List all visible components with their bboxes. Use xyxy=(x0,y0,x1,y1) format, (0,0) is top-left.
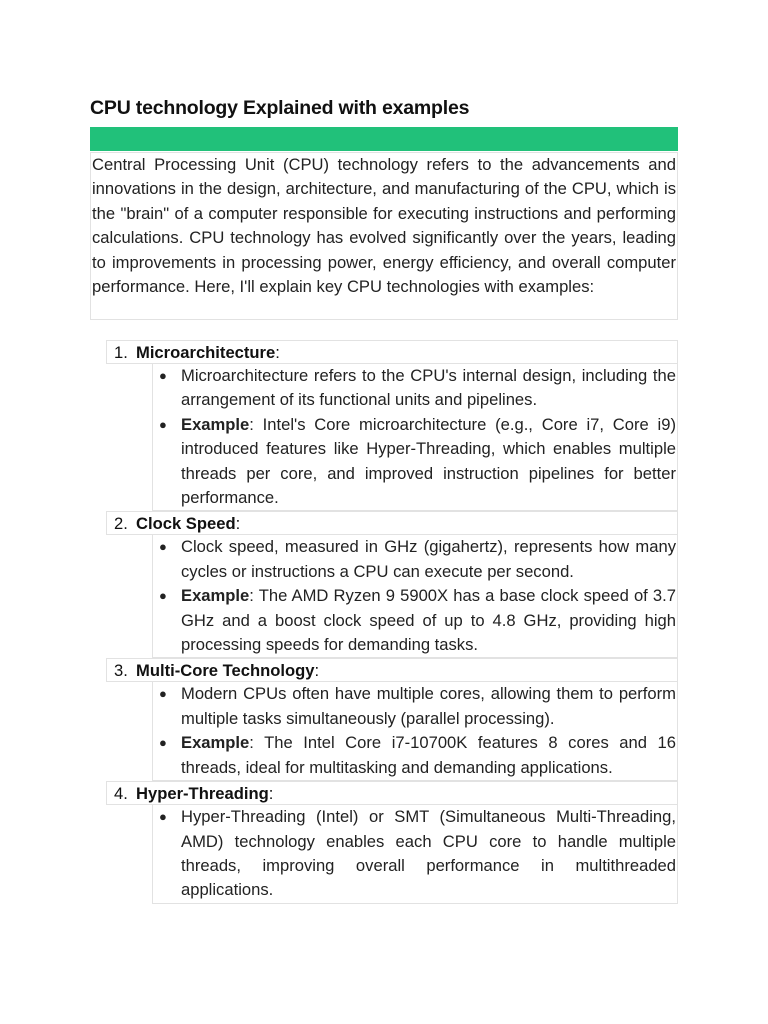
intro-paragraph: Central Processing Unit (CPU) technology refers to the advancements and innovations in the design, architecture, and manufacturing of the CPU, which is the "brain" of a computer responsible for executing instructions and performing calculations. CPU technology has evolved significantly over the years, leading to improvements in processing power, energy efficiency, and overall computer performance. Here, I'll explain key CPU technologies with examples: xyxy=(90,152,678,320)
list-item xyxy=(159,535,677,584)
section-header xyxy=(106,658,678,682)
section-colon: : xyxy=(235,514,241,534)
bullet-list xyxy=(152,805,678,904)
bullet-icon: ● xyxy=(159,588,167,604)
section-multi-core xyxy=(106,658,678,781)
section-number: 2. xyxy=(114,514,128,534)
bullet-icon: ● xyxy=(159,809,167,825)
bullet-icon: ● xyxy=(159,368,167,383)
example-label: Example xyxy=(181,414,250,434)
section-microarchitecture xyxy=(106,340,678,511)
bullet-list xyxy=(152,535,678,658)
bullet-list xyxy=(152,364,678,511)
example-label: Example xyxy=(181,733,250,753)
page-title: CPU technology Explained with examples xyxy=(90,97,470,119)
list-item xyxy=(159,682,677,731)
accent-bar xyxy=(90,127,678,151)
section-colon: : xyxy=(268,784,274,804)
bullet-icon: ● xyxy=(159,539,167,555)
list-item xyxy=(159,805,677,903)
bullet-list xyxy=(152,682,678,781)
bullet-icon: ● xyxy=(159,735,167,751)
section-title: Microarchitecture xyxy=(136,343,276,362)
list-item xyxy=(159,364,677,413)
list-item xyxy=(159,731,677,780)
section-number: 3. xyxy=(114,661,128,681)
bullet-text: Hyper-Threading (Intel) or SMT (Simultaneous Multi-Threading, AMD) technology enables each CPU core to handle multiple threads, improving overall performance in multithreaded applications. xyxy=(181,807,676,900)
section-clock-speed xyxy=(106,511,678,658)
bullet-text: Clock speed, measured in GHz (gigahertz), represents how many cycles or instructions a CPU can execute per second. xyxy=(181,537,676,581)
section-number: 4. xyxy=(114,784,128,804)
section-colon: : xyxy=(275,343,280,362)
section-number: 1. xyxy=(114,343,128,362)
bullet-text: : The Intel Core i7-10700K features 8 cores and 16 threads, ideal for multitasking and demanding applications. xyxy=(181,733,676,777)
section-title: Hyper-Threading xyxy=(136,784,269,804)
section-title: Multi-Core Technology xyxy=(136,661,315,681)
bullet-text: Microarchitecture refers to the CPU's internal design, including the arrangement of its functional units and pipelines. xyxy=(181,366,676,410)
technology-list xyxy=(106,340,678,904)
section-title: Clock Speed xyxy=(136,514,236,534)
bullet-icon: ● xyxy=(159,416,167,432)
section-colon: : xyxy=(314,661,320,681)
bullet-text: Modern CPUs often have multiple cores, allowing them to perform multiple tasks simultaneously (parallel processing). xyxy=(181,684,676,728)
section-header xyxy=(106,781,678,805)
bullet-text: : Intel's Core microarchitecture (e.g., Core i7, Core i9) introduced features like Hyper-Threading, which enables multiple threads per core, and improved instruction pipelines for better performance. xyxy=(181,414,676,508)
example-label: Example xyxy=(181,586,250,606)
list-item xyxy=(159,413,677,511)
section-header xyxy=(106,340,678,364)
bullet-icon: ● xyxy=(159,686,167,702)
bullet-text: : The AMD Ryzen 9 5900X has a base clock speed of 3.7 GHz and a boost clock speed of up to 4.8 GHz, providing high processing speeds for demanding tasks. xyxy=(181,586,676,655)
list-item xyxy=(159,584,677,657)
section-header xyxy=(106,511,678,535)
section-hyper-threading xyxy=(106,781,678,904)
